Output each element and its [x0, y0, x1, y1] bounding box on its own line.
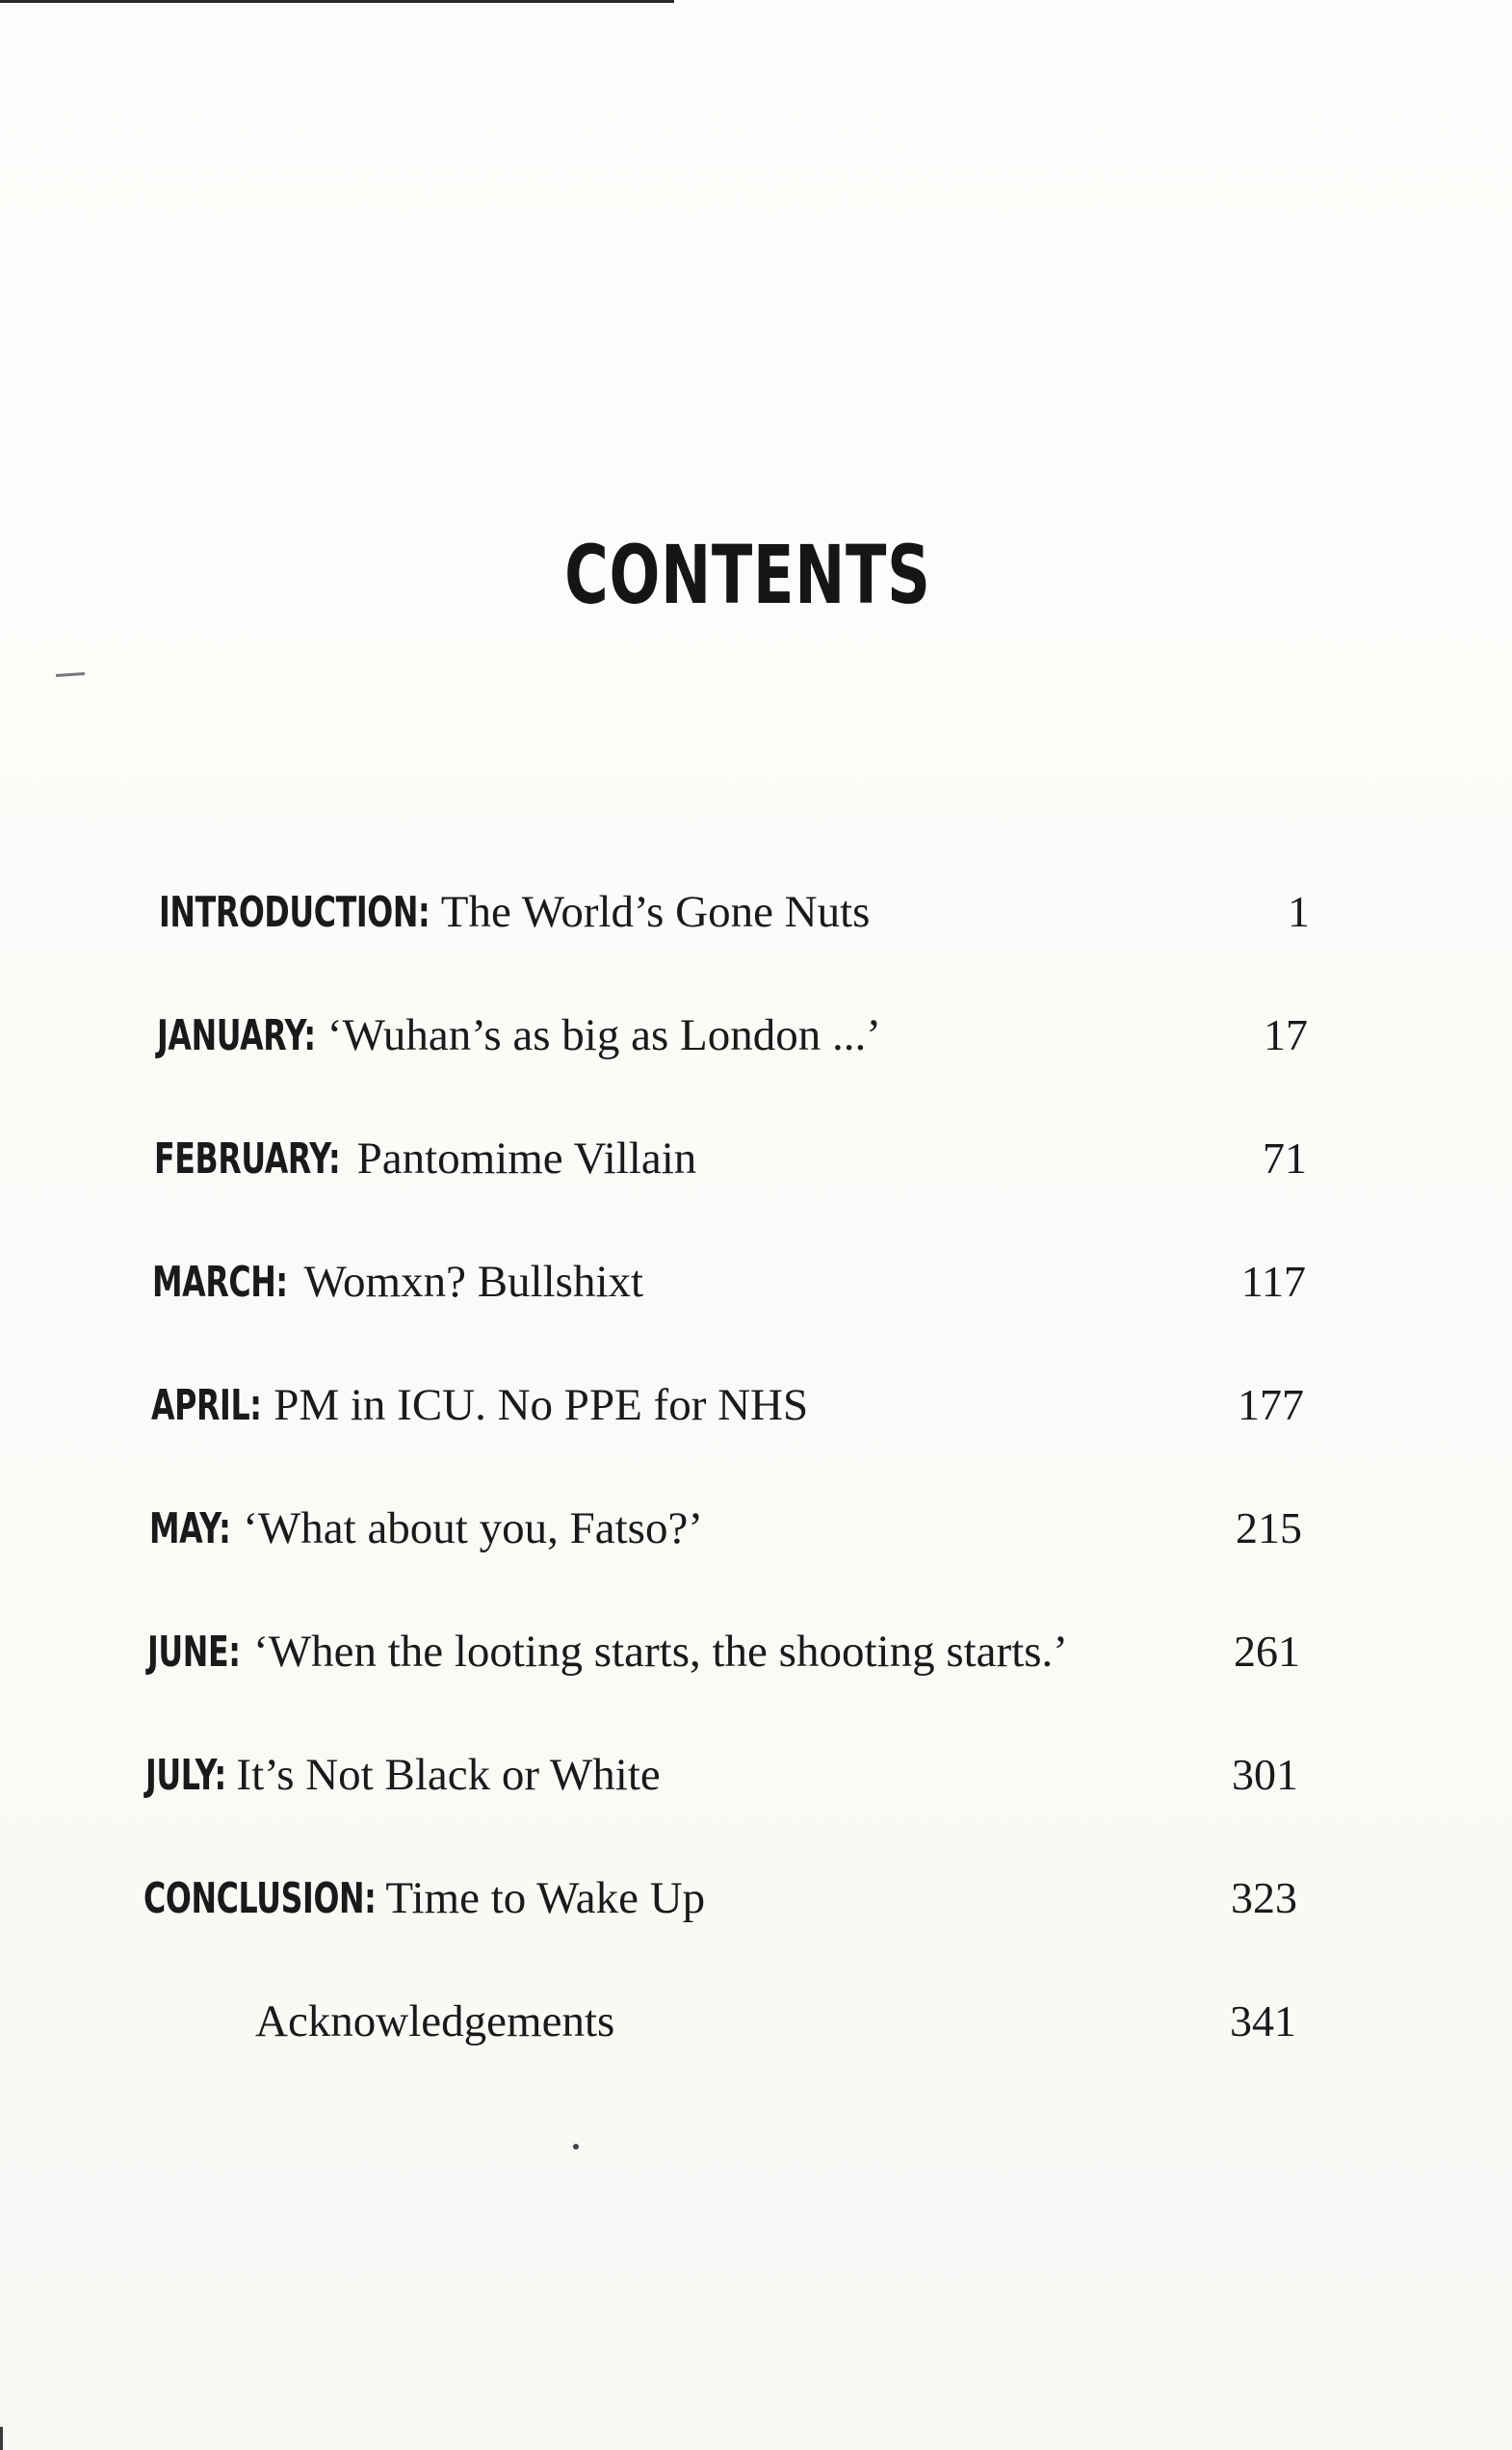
- toc-subtitle: It’s Not Black or White: [236, 1750, 661, 1800]
- toc-entry-february: [0, 1125, 1512, 1192]
- toc-entry-introduction: [0, 878, 1512, 946]
- toc-subtitle: ‘Wuhan’s as big as London ...’: [326, 1010, 881, 1060]
- toc-page-number: 215: [1236, 1503, 1302, 1552]
- toc-part-label: JANUARY:: [157, 1011, 316, 1060]
- toc-subtitle: Womxn? Bullshixt: [303, 1257, 644, 1307]
- toc-page-number: 17: [1264, 1010, 1308, 1059]
- toc-subtitle: Acknowledgements: [255, 1996, 615, 2046]
- toc-entry-march: [0, 1248, 1512, 1316]
- toc-entry-conclusion: [0, 1864, 1512, 1932]
- scan-mark: [56, 672, 85, 677]
- toc-part-label: JULY:: [145, 1751, 226, 1800]
- scan-edge-shadow: [0, 0, 674, 3]
- toc-page-number: 341: [1230, 1996, 1296, 2046]
- scan-edge-shadow: [0, 2427, 3, 2450]
- toc-subtitle: Pantomime Villain: [356, 1134, 697, 1184]
- toc-subtitle: ‘What about you, Fatso?’: [243, 1503, 703, 1553]
- toc-part-label: APRIL:: [151, 1381, 262, 1430]
- toc-part-label: JUNE:: [147, 1628, 241, 1677]
- toc-entry-july: [0, 1741, 1512, 1809]
- toc-page-number: 1: [1288, 887, 1310, 936]
- toc-part-label: FEBRUARY:: [154, 1134, 341, 1184]
- page-title: CONTENTS: [564, 528, 931, 622]
- toc-subtitle: The World’s Gone Nuts: [440, 887, 871, 937]
- toc-entry-title: [151, 1371, 808, 1440]
- toc-entry-title: [152, 1248, 643, 1316]
- toc-part-label: CONCLUSION:: [143, 1874, 377, 1923]
- toc-page-number: 301: [1232, 1750, 1298, 1799]
- toc-subtitle: PM in ICU. No PPE for NHS: [274, 1380, 809, 1430]
- toc-page-number: 323: [1231, 1873, 1297, 1922]
- toc-entry-acknowledgements: [0, 1988, 1512, 2055]
- toc-entry-april: [0, 1371, 1512, 1439]
- toc-entry-title: [159, 878, 870, 947]
- toc-page-number: 177: [1238, 1380, 1304, 1429]
- toc-entry-title: [255, 1988, 614, 2055]
- toc-entry-january: [0, 1002, 1512, 1069]
- toc-entry-may: [0, 1495, 1512, 1562]
- toc-subtitle: ‘When the looting starts, the shooting starts.’: [253, 1627, 1068, 1677]
- toc-page-number: 261: [1234, 1627, 1300, 1676]
- toc-part-label: MAY:: [149, 1504, 231, 1553]
- toc-entry-title: [157, 1002, 881, 1070]
- toc-page-number: 117: [1240, 1257, 1306, 1306]
- toc-entry-title: [145, 1741, 661, 1810]
- toc-part-label: MARCH:: [152, 1258, 288, 1307]
- toc-entry-title: [149, 1495, 703, 1563]
- toc-entry-title: [147, 1618, 1068, 1686]
- toc-subtitle: Time to Wake Up: [385, 1873, 706, 1923]
- ink-speck: [573, 2144, 579, 2150]
- toc-part-label: INTRODUCTION:: [159, 888, 430, 937]
- toc-page-number: 71: [1263, 1134, 1307, 1183]
- toc-entry-june: [0, 1618, 1512, 1685]
- toc-entry-title: [143, 1864, 705, 1933]
- toc-entry-title: [154, 1125, 696, 1193]
